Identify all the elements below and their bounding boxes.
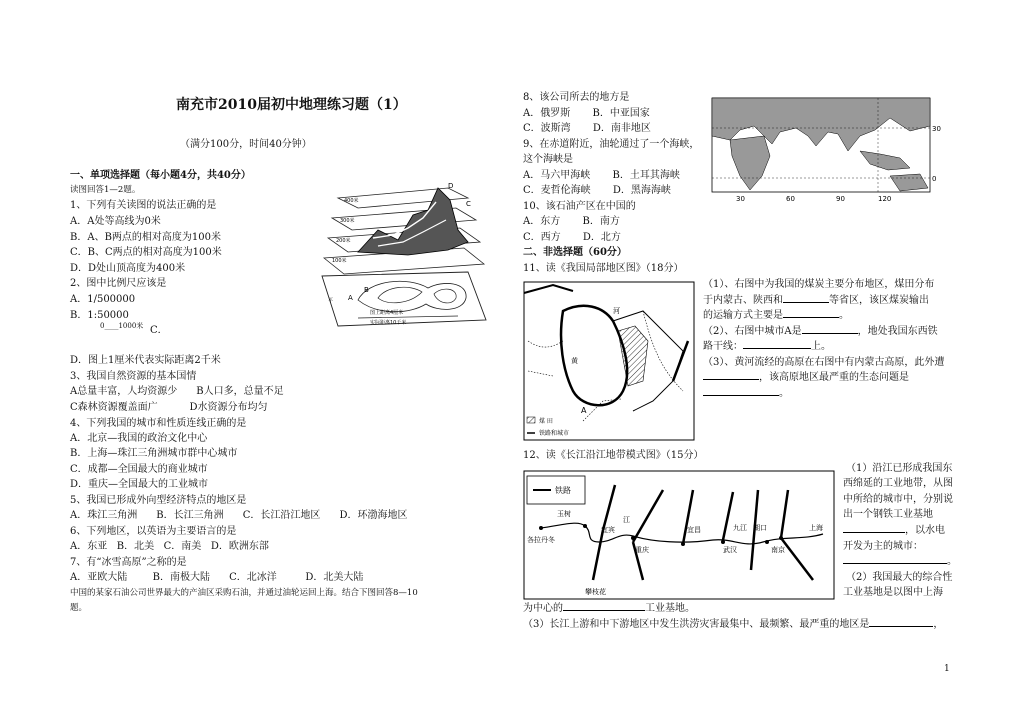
question-1: 1、下列有关读图的说法正确的是 [70, 200, 217, 211]
q1-option-a: A．A处等高线为0米 [70, 216, 161, 227]
city-jiujiang: 九江 [733, 524, 747, 532]
section2-header: 二、非选择题（60分） [523, 247, 627, 258]
q11-3-blank-2[interactable] [703, 395, 779, 396]
q11-2-text-d: 上。 [811, 341, 831, 352]
q2-option-c: C． [150, 325, 168, 336]
q8-options-ab: A．俄罗斯 B．中亚国家 [523, 108, 650, 119]
q3-options-cd: C森林资源覆盖面广 D水资源分布均匀 [70, 402, 268, 413]
q12-1-line5 [843, 524, 945, 537]
q12-3-text: （3）长江上游和中下游地区中发生洪涝灾害最集中、最频繁、最严重的地区是 [523, 619, 870, 630]
q12-1-line4: 出一个钢铁工业基地 [843, 509, 933, 520]
question-11: 11、读《我国局部地区图》（18分） [523, 263, 684, 274]
question-10: 10、该石油产区在中国的 [523, 201, 636, 212]
city-shanghai: 上海 [809, 524, 823, 532]
question-9: 9、在赤道附近，油轮通过了一个海峡， [523, 139, 700, 150]
q12-1-line1: （1）沿江已形成我国东 [846, 463, 953, 474]
q8-options-cd: C．波斯湾 D．南非地区 [523, 123, 651, 134]
lat-30: 30 [932, 125, 941, 133]
q12-2-text-c: 为中心的 [523, 603, 563, 614]
city-panzhihua: 攀枝花 [585, 588, 606, 596]
q8-intro-line1: 中国的某家石油公司世界最大的产油区采购石油，并通过油轮运回上海。结合下图回答8—10 [70, 588, 418, 598]
label-ping: 平 [328, 298, 334, 304]
q10-options-ab: A．东方 B．南方 [523, 216, 620, 227]
q11-1-text-a: 于内蒙古、陕西和 [703, 295, 783, 306]
q11-3-text-b: ，该高原地区最严重的生态问题是 [759, 372, 909, 383]
city-yichang: 宜昌 [687, 526, 701, 534]
q11-1-blank-1[interactable] [783, 302, 829, 303]
q2-option-d: D．图上1厘米代表实际距离2千米 [70, 355, 221, 366]
label-a: A [348, 294, 353, 302]
label-real-distance: 实际距离10千米 [370, 320, 407, 326]
q12-1-line7 [843, 555, 957, 568]
q11-2-text-b: ，地处我国东西铁 [857, 326, 938, 337]
q1-option-d: D．D处山顶高度为400米 [70, 263, 186, 274]
q4-option-c: C．成都—全国最大的商业城市 [70, 464, 208, 475]
q4-option-d: D．重庆—全国最大的工业城市 [70, 479, 209, 490]
label-jiang: 江 [623, 516, 630, 524]
q9-options-cd: C．麦哲伦海峡 D．黑海海峡 [523, 185, 671, 196]
q6-options: A．东亚 B．北美 C．南美 D．欧洲东部 [70, 541, 269, 552]
question-9-cont: 这个海峡是 [523, 154, 573, 165]
q11-1-text-d: 。 [839, 310, 849, 321]
q2-option-b: B．1:50000 [70, 310, 129, 321]
lon-30: 30 [736, 195, 745, 203]
q12-1-text-e: ，以水电 [905, 525, 945, 536]
label-100m: 100米 [332, 258, 347, 264]
label-b: B [364, 286, 369, 294]
q12-2-line3 [523, 602, 695, 615]
label-400m: 400米 [344, 198, 359, 204]
section1-header: 一、单项选择题（每小题4分，共40分） [70, 170, 251, 181]
q2-option-a: A．1/500000 [70, 294, 136, 305]
q12-2-line2: 工业基地是以图中上海 [843, 587, 943, 598]
city-yibin: 宜宾 [601, 526, 615, 534]
label-d: D [448, 182, 454, 190]
q11-1-blank-2[interactable] [783, 317, 839, 318]
lon-90: 90 [836, 195, 845, 203]
city-yushu: 玉树 [557, 510, 571, 518]
q11-2-blank-1[interactable] [802, 333, 858, 334]
q-intro: 读图回答1—2题。 [70, 185, 141, 195]
q12-1-line2: 西绵延的工业地带，从图 [843, 478, 953, 489]
q11-3-blank-1[interactable] [703, 379, 759, 380]
q12-2-text-d: 工业基地。 [645, 603, 695, 614]
q11-1-line2 [703, 294, 929, 307]
legend-railway: 铁路 [555, 486, 571, 495]
label-200m: 200米 [336, 238, 351, 244]
q12-1-line6: 开发为主的城市： [843, 541, 923, 552]
q10-options-cd: C．西方 D．北方 [523, 232, 621, 243]
label-c: C [466, 200, 471, 208]
question-4: 4、下列我国的城市和性质连线正确的是 [70, 418, 247, 429]
legend-coalfield: 煤 田 [539, 418, 553, 425]
city-chongqing: 重庆 [635, 546, 649, 554]
question-7: 7、有“冰雪高原”之称的是 [70, 557, 187, 568]
q11-3-text-c: 。 [779, 388, 789, 399]
q4-option-a: A．北京—我国的政治文化中心 [70, 433, 208, 444]
q1-option-b: B．A、B两点的相对高度为100米 [70, 232, 222, 243]
contour-figure [318, 180, 490, 330]
q12-2-blank[interactable] [563, 610, 645, 611]
q11-1-line1: （1）、右图中为我国的煤炭主要分布地区，煤田分布 [703, 279, 935, 290]
label-he: 河 [613, 307, 620, 315]
page-title: 南充市2010届初中地理练习题（1） [176, 97, 407, 113]
label-huang: 黄 [571, 357, 578, 365]
q12-1-line3: 中所给的城市中，分别说 [843, 494, 953, 505]
local-region-map [523, 281, 695, 441]
q2-scale-bar: 0____1000米 [100, 322, 144, 330]
q12-2-line1: （2）我国最大的综合性 [846, 572, 953, 583]
q11-2-text-c: 路干线： [703, 341, 743, 352]
label-city-a: A [581, 406, 587, 415]
question-12: 12、读《长江沿江地带模式图》（15分） [523, 450, 704, 461]
lon-120: 120 [878, 195, 892, 203]
city-nanjing: 南京 [771, 546, 785, 554]
q4-option-b: B．上海—珠江三角洲城市群中心城市 [70, 448, 238, 459]
q9-options-ab: A．马六甲海峡 B．土耳其海峡 [523, 170, 680, 181]
q11-1-text-c: 的运输方式主要是 [703, 310, 783, 321]
lat-0: 0 [932, 175, 937, 183]
page-number: 1 [944, 664, 950, 674]
subtitle: （满分100分，时间40分钟） [180, 139, 312, 150]
question-2: 2、图中比例尺应该是 [70, 278, 167, 289]
q11-3-line3 [703, 387, 789, 400]
world-map-indian-ocean [710, 96, 950, 204]
q12-1-text-g: 。 [947, 556, 957, 567]
q11-1-line3 [703, 309, 849, 322]
yangtze-model-diagram [523, 470, 835, 600]
question-5: 5、我国已形成外向型经济特点的地区是 [70, 495, 247, 506]
lon-60: 60 [786, 195, 795, 203]
q11-3-line2 [703, 371, 909, 384]
q11-2-blank-2[interactable] [743, 348, 811, 349]
label-300m: 300米 [340, 218, 355, 224]
label-map-distance: 图上距离4厘米 [370, 310, 404, 316]
question-8: 8、该公司所去的地方是 [523, 92, 630, 103]
q12-3-end: ， [933, 619, 944, 630]
q1-option-c: C．B、C两点的相对高度为100米 [70, 247, 222, 258]
q11-2-line1 [703, 325, 938, 338]
city-geladandong: 各拉丹冬 [527, 536, 555, 544]
q11-1-text-b: 等省区，该区煤炭输出 [829, 295, 929, 306]
q7-options: A．亚欧大陆 B．南极大陆 C．北冰洋 D．北美大陆 [70, 572, 364, 583]
legend-railway-city: 铁路和城市 [539, 430, 570, 437]
q8-intro-line2: 题。 [70, 603, 88, 613]
q3-options-ab: A总量丰富，人均资源少 B人口多，总量不足 [70, 386, 284, 397]
city-hukou: 湖口 [753, 524, 767, 532]
q12-1-blank-1[interactable] [843, 532, 905, 533]
city-wuhan: 武汉 [723, 546, 737, 554]
q12-1-blank-2[interactable] [843, 563, 947, 564]
q12-3-line [523, 618, 943, 631]
q11-3-line1: （3）、黄河流经的高原在右图中有内蒙古高原，此外遭 [703, 357, 945, 368]
q12-3-blank[interactable] [869, 626, 933, 627]
q11-2-text-a: （2）、右图中城市A是 [703, 326, 802, 337]
q5-options: A．珠江三角洲 B．长江三角洲 C．长江沿江地区 D．环渤海地区 [70, 510, 408, 521]
question-3: 3、我国自然资源的基本国情 [70, 371, 197, 382]
q11-2-line2 [703, 340, 831, 353]
question-6: 6、下列地区，以英语为主要语言的是 [70, 526, 237, 537]
